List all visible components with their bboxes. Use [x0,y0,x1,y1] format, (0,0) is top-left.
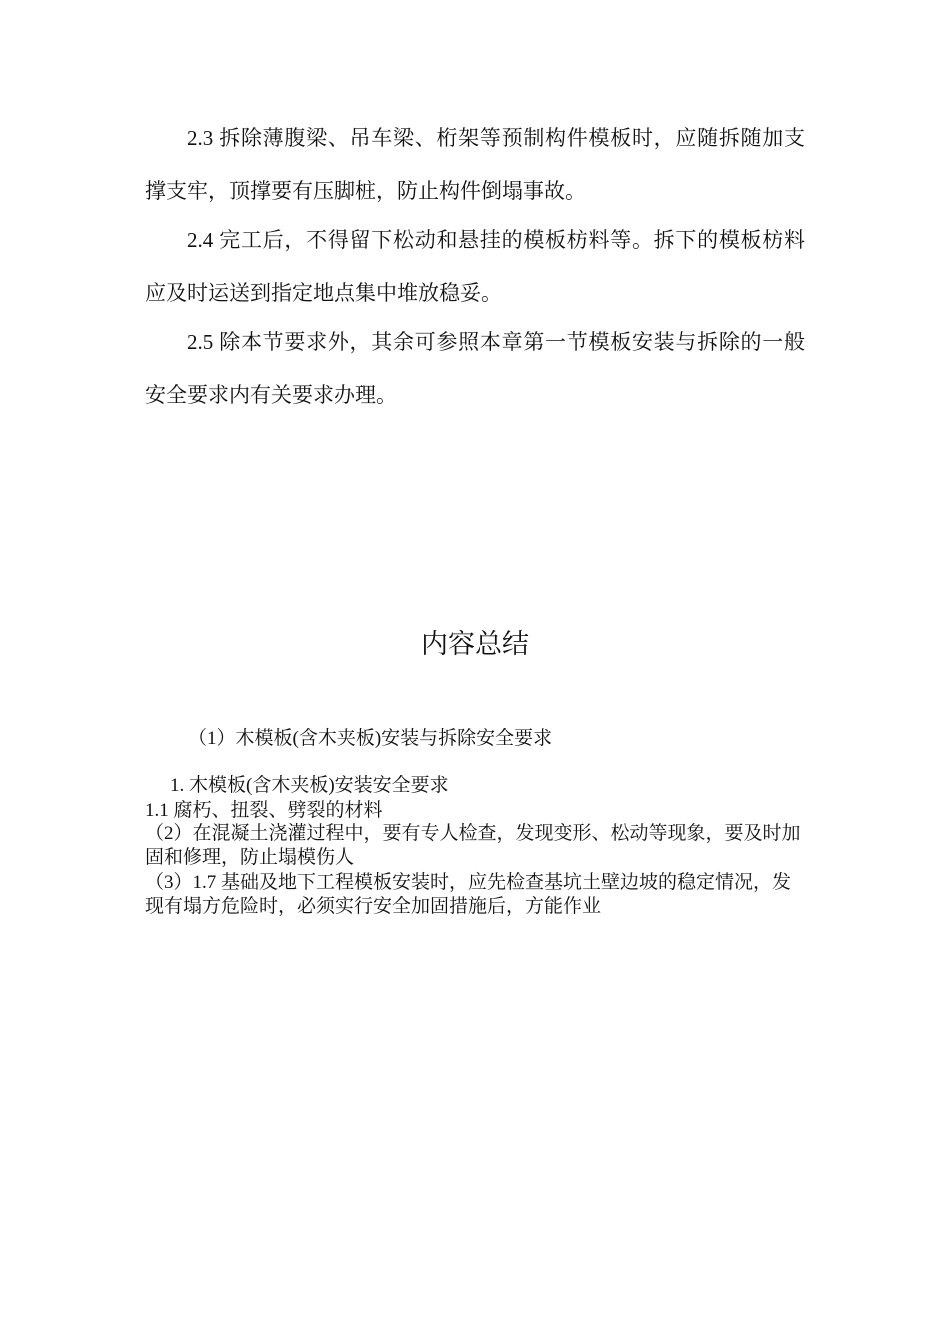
summary-title: 内容总结 [421,629,529,659]
paragraph-2-4: 2.4 完工后，不得留下松动和悬挂的模板枋料等。拆下的模板枋料应及时运送到指定地点集中堆放稳妥。 [145,228,805,305]
summary-item-2: 1. 木模板(含木夹板)安装安全要求 [170,775,449,796]
summary-item-5: （3）1.7 基础及地下工程模板安装时，应先检查基坑土壁边坡的稳定情况，发现有塌方危险时，必须实行安全加固措施后，方能作业 [145,872,792,917]
summary-item-3: 1.1 腐朽、扭裂、劈裂的材料 [145,800,383,821]
summary-item-1: （1）木模板(含木夹板)安装与拆除安全要求 [188,728,553,749]
paragraph-2-5: 2.5 除本节要求外，其余可参照本章第一节模板安装与拆除的一般安全要求内有关要求办理。 [145,330,805,407]
paragraph-2-3: 2.3 拆除薄腹梁、吊车梁、桁架等预制构件模板时，应随拆随加支撑支牢，顶撑要有压脚桩，防止构件倒塌事故。 [145,126,805,203]
summary-item-4: （2）在混凝土浇灌过程中，要有专人检查，发现变形、松动等现象，要及时加固和修理，防止塌模伤人 [145,823,801,868]
